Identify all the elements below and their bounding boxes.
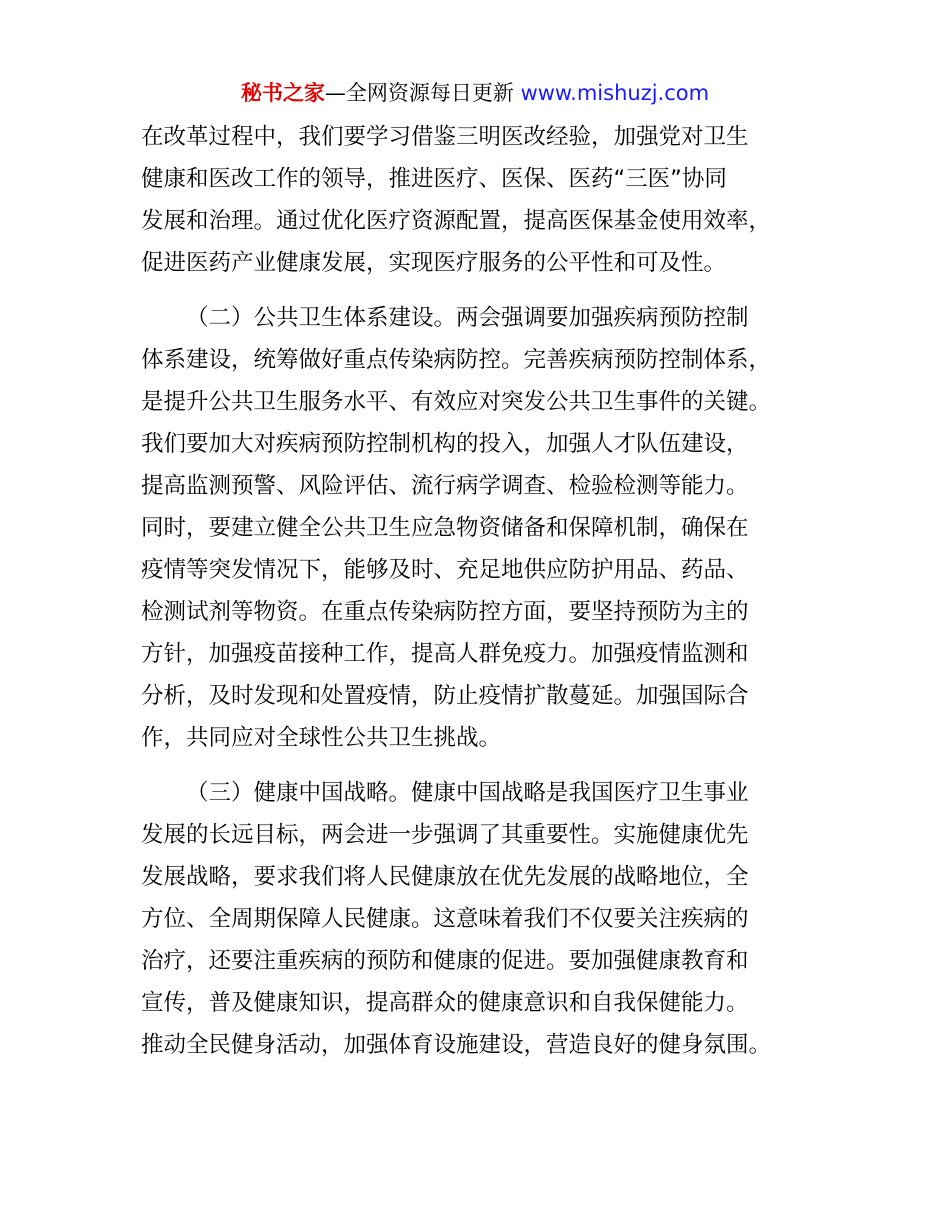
site-header (0, 78, 950, 108)
text-line: 分析，及时发现和处置疫情，防止疫情扩散蔓延。加强国际合 (141, 683, 749, 709)
text-line: 促进医药产业健康发展，实现医疗服务的公平性和可及性。 (141, 250, 727, 276)
text-line: 发展的长远目标，两会进一步强调了其重要性。实施健康优先 (141, 822, 749, 848)
text-line: 我们要加大对疾病预防控制机构的投入，加强人才队伍建设， (141, 431, 749, 457)
site-url-link[interactable]: www.mishuzj.com (520, 81, 710, 105)
paragraph-public-health (141, 297, 821, 759)
text-line: 是提升公共卫生服务水平、有效应对突发公共卫生事件的关键。 (141, 389, 772, 415)
document-body (141, 116, 821, 1079)
text-line: 健康和医改工作的领导，推进医疗、医保、医药“三医”协同 (141, 166, 727, 192)
text-line: 方针，加强疫苗接种工作，提高人群免疫力。加强疫情监测和 (141, 641, 749, 667)
text-line: 推动全民健身活动，加强体育设施建设，营造良好的健身氛围。 (141, 1032, 772, 1058)
paragraph-intro (141, 116, 821, 284)
paragraph-healthy-china (141, 772, 821, 1066)
text-line: 治疗，还要注重疾病的预防和健康的促进。要加强健康教育和 (141, 948, 749, 974)
site-brand: 秘书之家 (240, 81, 325, 105)
text-line: 方位、全周期保障人民健康。这意味着我们不仅要关注疾病的 (141, 906, 749, 932)
text-line: 发展战略，要求我们将人民健康放在优先发展的战略地位，全 (141, 864, 749, 890)
section-heading-line: （二）公共卫生体系建设。两会强调要加强疾病预防控制 (186, 305, 749, 331)
text-line: 体系建设，统筹做好重点传染病防控。完善疾病预防控制体系， (141, 347, 772, 373)
text-line: 宣传，普及健康知识，提高群众的健康意识和自我保健能力。 (141, 990, 749, 1016)
text-line: 在改革过程中，我们要学习借鉴三明医改经验，加强党对卫生 (141, 124, 749, 150)
text-line: 同时，要建立健全公共卫生应急物资储备和保障机制，确保在 (141, 515, 749, 541)
text-line: 疫情等突发情况下，能够及时、充足地供应防护用品、药品、 (141, 557, 749, 583)
text-line: 作，共同应对全球性公共卫生挑战。 (141, 725, 502, 751)
section-heading-line: （三）健康中国战略。健康中国战略是我国医疗卫生事业 (186, 780, 749, 806)
text-line: 检测试剂等物资。在重点传染病防控方面，要坚持预防为主的 (141, 599, 749, 625)
site-tagline: —全网资源每日更新 (324, 81, 521, 105)
text-line: 发展和治理。通过优化医疗资源配置，提高医保基金使用效率， (141, 208, 772, 234)
text-line: 提高监测预警、风险评估、流行病学调查、检验检测等能力。 (141, 473, 749, 499)
